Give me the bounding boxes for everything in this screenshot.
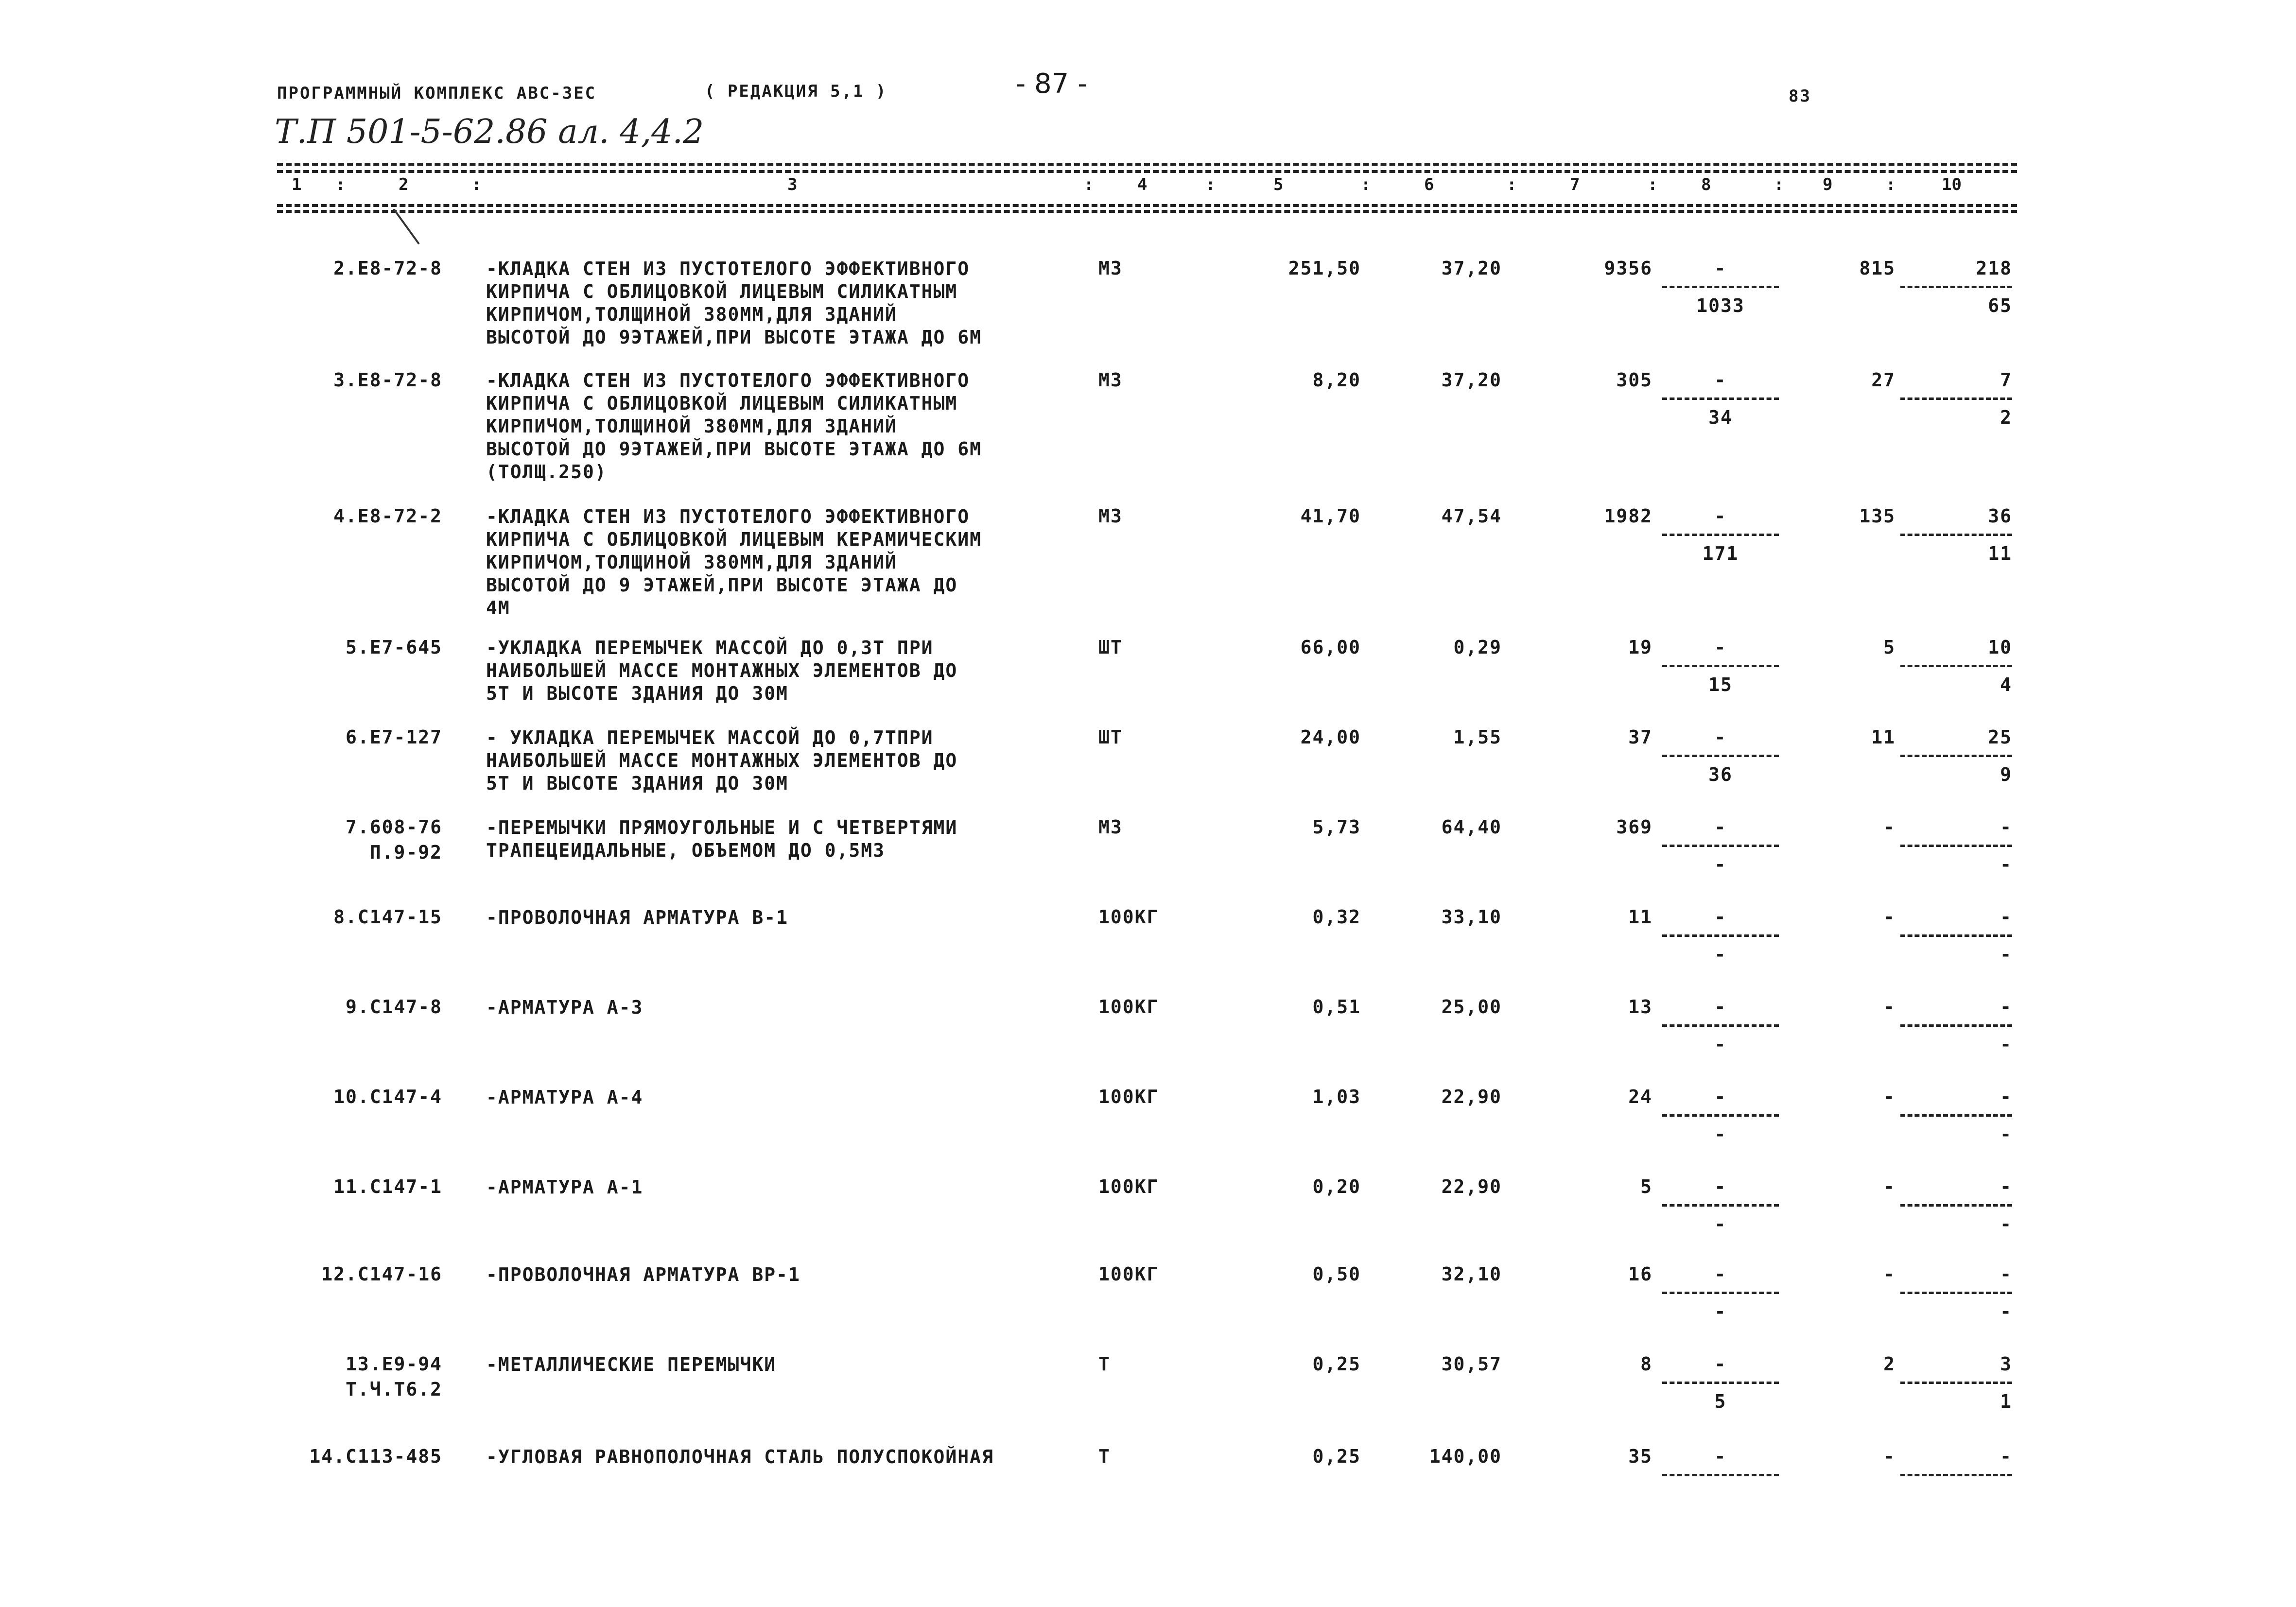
row-col9: - xyxy=(1883,816,1896,838)
row-col10-rule xyxy=(1900,1114,2012,1117)
row-total: 35 xyxy=(1628,1446,1652,1467)
row-col8 xyxy=(1662,1353,1779,1412)
row-unit: 100КГ xyxy=(1098,906,1159,928)
row-col10-bottom: 1 xyxy=(2000,1391,2012,1412)
row-total: 8 xyxy=(1640,1353,1652,1375)
row-unit: Т xyxy=(1098,1353,1111,1375)
row-col8-bottom: 36 xyxy=(1708,764,1733,785)
row-unit-price: 22,90 xyxy=(1441,1176,1502,1197)
row-total: 11 xyxy=(1628,906,1652,928)
col-1: 1 xyxy=(292,175,302,194)
row-col8-rule xyxy=(1662,397,1779,400)
row-code xyxy=(258,258,442,279)
row-col10-bottom: - xyxy=(2000,1301,2012,1322)
row-unit: 100КГ xyxy=(1098,1263,1159,1285)
row-col8 xyxy=(1662,369,1779,428)
row-col10 xyxy=(1900,1176,2012,1235)
col-5: 5 xyxy=(1273,175,1284,194)
description-line: КИРПИЧА С ОБЛИЦОВКОЙ ЛИЦЕВЫМ КЕРАМИЧЕСКИМ xyxy=(486,529,982,550)
description-line: КИРПИЧОМ,ТОЛЩИНОЙ 380ММ,ДЛЯ ЗДАНИЙ xyxy=(486,415,897,437)
row-col8-rule xyxy=(1662,1292,1779,1294)
row-col10 xyxy=(1900,726,2012,785)
row-description xyxy=(486,1263,800,1286)
row-col8-rule xyxy=(1662,534,1779,536)
col-3: 3 xyxy=(787,175,798,194)
row-col10 xyxy=(1900,1353,2012,1412)
pen-stroke xyxy=(389,209,437,248)
row-col10 xyxy=(1900,1086,2012,1145)
row-col9: - xyxy=(1883,1263,1896,1285)
row-code-main: 4.Е8-72-2 xyxy=(333,505,442,527)
description-line: 4М xyxy=(486,597,510,619)
row-col10-bottom: 9 xyxy=(2000,764,2012,785)
row-col10-rule xyxy=(1900,1382,2012,1384)
row-col10-bottom: - xyxy=(2000,1213,2012,1235)
row-unit-price: 37,20 xyxy=(1441,369,1502,391)
description-line: - УКЛАДКА ПЕРЕМЫЧЕК МАССОЙ ДО 0,7ТПРИ xyxy=(486,727,934,748)
row-description xyxy=(486,637,957,705)
row-total: 24 xyxy=(1628,1086,1652,1107)
row-col10-bottom: 2 xyxy=(2000,407,2012,428)
row-col8-bottom: 15 xyxy=(1708,674,1733,695)
row-quantity: 251,50 xyxy=(1288,258,1361,279)
row-quantity: 0,25 xyxy=(1312,1446,1361,1467)
header-rule-bottom xyxy=(277,204,2017,207)
row-col8-top: - xyxy=(1714,505,1727,527)
row-unit: Т xyxy=(1098,1446,1111,1467)
row-code xyxy=(258,1086,442,1107)
description-line: -КЛАДКА СТЕН ИЗ ПУСТОТЕЛОГО ЭФФЕКТИВНОГО xyxy=(486,506,970,527)
row-col8-bottom: - xyxy=(1714,1301,1727,1322)
row-quantity: 0,51 xyxy=(1312,996,1361,1018)
description-line: -КЛАДКА СТЕН ИЗ ПУСТОТЕЛОГО ЭФФЕКТИВНОГО xyxy=(486,370,970,391)
description-line: КИРПИЧОМ,ТОЛЩИНОЙ 380ММ,ДЛЯ ЗДАНИЙ xyxy=(486,304,897,325)
row-col8-bottom: 5 xyxy=(1714,1391,1727,1412)
row-col10-top: 7 xyxy=(2000,369,2012,391)
row-total: 1982 xyxy=(1604,505,1652,527)
col-sep: : xyxy=(1507,175,1517,194)
row-col10 xyxy=(1900,369,2012,428)
row-col10-bottom: 4 xyxy=(2000,674,2012,695)
row-col9: 815 xyxy=(1859,258,1896,279)
row-code xyxy=(258,1176,442,1197)
row-unit-price: 64,40 xyxy=(1441,816,1502,838)
page-number: - 87 - xyxy=(1016,68,1088,100)
row-code-main: 8.С147-15 xyxy=(333,906,442,928)
row-unit-price: 33,10 xyxy=(1441,906,1502,928)
row-col8 xyxy=(1662,816,1779,875)
row-col10-bottom: - xyxy=(2000,944,2012,965)
row-description xyxy=(486,726,957,795)
row-col8 xyxy=(1662,1086,1779,1145)
row-col10 xyxy=(1900,1263,2012,1322)
row-col9: 27 xyxy=(1871,369,1896,391)
header-rule-top xyxy=(277,163,2017,166)
row-col10-rule xyxy=(1900,534,2012,536)
row-unit: М3 xyxy=(1098,505,1123,527)
row-code-main: 14.С113-485 xyxy=(309,1446,442,1467)
description-line: НАИБОЛЬШЕЙ МАССЕ МОНТАЖНЫХ ЭЛЕМЕНТОВ ДО xyxy=(486,660,958,681)
row-quantity: 24,00 xyxy=(1300,726,1361,748)
row-total: 16 xyxy=(1628,1263,1652,1285)
row-total: 5 xyxy=(1640,1176,1652,1197)
row-col8-top: - xyxy=(1714,258,1727,279)
row-col8-rule xyxy=(1662,1382,1779,1384)
row-col10 xyxy=(1900,505,2012,564)
row-quantity: 0,25 xyxy=(1312,1353,1361,1375)
row-description xyxy=(486,996,643,1019)
description-line: ТРАПЕЦЕИДАЛЬНЫЕ, ОБЪЕМОМ ДО 0,5М3 xyxy=(486,840,885,861)
col-6: 6 xyxy=(1424,175,1434,194)
row-total: 13 xyxy=(1628,996,1652,1018)
row-col8-top: - xyxy=(1714,1263,1727,1285)
col-sep: : xyxy=(335,175,346,194)
description-line: -ПЕРЕМЫЧКИ ПРЯМОУГОЛЬНЫЕ И С ЧЕТВЕРТЯМИ xyxy=(486,817,958,838)
row-col10-bottom: 65 xyxy=(1988,295,2012,316)
row-unit-price: 140,00 xyxy=(1429,1446,1502,1467)
col-sep: : xyxy=(1084,175,1094,194)
row-col10-top: 3 xyxy=(2000,1353,2012,1375)
col-9: 9 xyxy=(1823,175,1833,194)
row-code xyxy=(258,1263,442,1285)
row-col9: 5 xyxy=(1883,637,1896,658)
program-title: ПРОГРАММНЫЙ КОМПЛЕКС АВС-3ЕС xyxy=(277,84,597,103)
row-unit: М3 xyxy=(1098,816,1123,838)
row-code xyxy=(258,369,442,391)
row-code-sub: П.9-92 xyxy=(369,842,442,863)
description-line: НАИБОЛЬШЕЙ МАССЕ МОНТАЖНЫХ ЭЛЕМЕНТОВ ДО xyxy=(486,750,958,771)
row-code-main: 10.С147-4 xyxy=(333,1086,442,1107)
col-10: 10 xyxy=(1942,175,1962,194)
row-unit-price: 32,10 xyxy=(1441,1263,1502,1285)
row-code xyxy=(258,1446,442,1467)
row-col8 xyxy=(1662,505,1779,564)
row-quantity: 0,32 xyxy=(1312,906,1361,928)
row-col10-top: - xyxy=(2000,906,2012,928)
row-col8 xyxy=(1662,258,1779,316)
row-total: 19 xyxy=(1628,637,1652,658)
row-code-main: 6.Е7-127 xyxy=(345,726,442,748)
row-unit-price: 0,29 xyxy=(1453,637,1502,658)
row-col8-rule xyxy=(1662,1474,1779,1476)
row-col9: - xyxy=(1883,906,1896,928)
description-line: ВЫСОТОЙ ДО 9 ЭТАЖЕЙ,ПРИ ВЫСОТЕ ЭТАЖА ДО xyxy=(486,574,958,596)
description-line: КИРПИЧА С ОБЛИЦОВКОЙ ЛИЦЕВЫМ СИЛИКАТНЫМ xyxy=(486,393,958,414)
col-sep: : xyxy=(471,175,482,194)
row-col8-top: - xyxy=(1714,816,1727,838)
description-line: -УКЛАДКА ПЕРЕМЫЧЕК МАССОЙ ДО 0,3Т ПРИ xyxy=(486,637,934,658)
row-quantity: 0,20 xyxy=(1312,1176,1361,1197)
description-line: (ТОЛЩ.250) xyxy=(486,461,607,483)
row-col10 xyxy=(1900,996,2012,1055)
row-description xyxy=(486,816,957,862)
row-col9: 2 xyxy=(1883,1353,1896,1375)
row-col10-bottom: 11 xyxy=(1988,543,2012,564)
row-col8 xyxy=(1662,906,1779,965)
row-unit: М3 xyxy=(1098,258,1123,279)
row-col8-bottom: - xyxy=(1714,1034,1727,1055)
handwritten-reference: Т.П 501-5-62.86 ал. 4,4.2 xyxy=(275,113,704,151)
col-sep: : xyxy=(1886,175,1896,194)
row-col8-bottom: 1033 xyxy=(1696,295,1745,316)
col-sep: : xyxy=(1205,175,1216,194)
description-line: -ПРОВОЛОЧНАЯ АРМАТУРА ВР-1 xyxy=(486,1264,800,1285)
row-col10-top: - xyxy=(2000,1263,2012,1285)
row-code xyxy=(258,906,442,928)
row-col10-top: 25 xyxy=(1988,726,2012,748)
row-code xyxy=(258,637,442,658)
row-unit-price: 30,57 xyxy=(1441,1353,1502,1375)
row-code xyxy=(258,1353,442,1400)
row-code-main: 5.Е7-645 xyxy=(345,637,442,658)
row-col8-top: - xyxy=(1714,637,1727,658)
description-line: -КЛАДКА СТЕН ИЗ ПУСТОТЕЛОГО ЭФФЕКТИВНОГО xyxy=(486,258,970,279)
row-col8-rule xyxy=(1662,934,1779,937)
row-col10-rule xyxy=(1900,286,2012,288)
row-col10-top: - xyxy=(2000,816,2012,838)
col-sep: : xyxy=(1648,175,1658,194)
row-unit: 100КГ xyxy=(1098,1176,1159,1197)
row-unit-price: 22,90 xyxy=(1441,1086,1502,1107)
row-col8-top: - xyxy=(1714,996,1727,1018)
row-col10 xyxy=(1900,1446,2012,1483)
row-col8 xyxy=(1662,637,1779,695)
row-col8-top: - xyxy=(1714,1086,1727,1107)
row-col9: 135 xyxy=(1859,505,1896,527)
row-col10 xyxy=(1900,906,2012,965)
col-8: 8 xyxy=(1701,175,1711,194)
row-description xyxy=(486,1353,776,1376)
row-code-main: 11.С147-1 xyxy=(333,1176,442,1197)
row-code-main: 12.С147-16 xyxy=(321,1263,442,1285)
row-col8-bottom: 171 xyxy=(1702,543,1739,564)
row-col10-rule xyxy=(1900,1204,2012,1207)
row-col10 xyxy=(1900,637,2012,695)
row-col9: - xyxy=(1883,1446,1896,1467)
row-code xyxy=(258,726,442,748)
description-line: -АРМАТУРА А-3 xyxy=(486,997,644,1018)
description-line: -МЕТАЛЛИЧЕСКИЕ ПЕРЕМЫЧКИ xyxy=(486,1354,777,1375)
row-description xyxy=(486,258,982,349)
row-col10 xyxy=(1900,816,2012,875)
row-description xyxy=(486,505,982,620)
row-col10-top: 10 xyxy=(1988,637,2012,658)
row-col8-rule xyxy=(1662,665,1779,667)
row-total: 305 xyxy=(1616,369,1652,391)
row-col8-top: - xyxy=(1714,369,1727,391)
row-col8 xyxy=(1662,996,1779,1055)
row-unit-price: 25,00 xyxy=(1441,996,1502,1018)
row-total: 37 xyxy=(1628,726,1652,748)
row-col10 xyxy=(1900,258,2012,316)
row-description xyxy=(486,1176,643,1199)
row-unit-price: 47,54 xyxy=(1441,505,1502,527)
header-rule-mid xyxy=(277,170,2017,173)
row-code-main: 7.608-76 xyxy=(345,816,442,838)
row-col10-bottom: - xyxy=(2000,854,2012,875)
col-2: 2 xyxy=(399,175,409,194)
row-col10-rule xyxy=(1900,397,2012,400)
description-line: ВЫСОТОЙ ДО 9ЭТАЖЕЙ,ПРИ ВЫСОТЕ ЭТАЖА ДО 6М xyxy=(486,327,982,348)
row-col10-bottom: - xyxy=(2000,1034,2012,1055)
row-col8-rule xyxy=(1662,755,1779,757)
row-col8-rule xyxy=(1662,845,1779,847)
row-unit: М3 xyxy=(1098,369,1123,391)
row-col10-rule xyxy=(1900,665,2012,667)
row-unit: ШТ xyxy=(1098,726,1123,748)
row-code-main: 13.Е9-94 xyxy=(345,1353,442,1375)
row-col8 xyxy=(1662,1446,1779,1483)
row-col10-rule xyxy=(1900,1024,2012,1027)
row-unit: ШТ xyxy=(1098,637,1123,658)
row-col9: 11 xyxy=(1871,726,1896,748)
row-unit: 100КГ xyxy=(1098,996,1159,1018)
row-col8-rule xyxy=(1662,1114,1779,1117)
row-col9: - xyxy=(1883,1086,1896,1107)
description-line: КИРПИЧА С ОБЛИЦОВКОЙ ЛИЦЕВЫМ СИЛИКАТНЫМ xyxy=(486,281,958,302)
row-col8-bottom: - xyxy=(1714,1213,1727,1235)
row-col10-top: 36 xyxy=(1988,505,2012,527)
row-quantity: 5,73 xyxy=(1312,816,1361,838)
row-code-main: 2.Е8-72-8 xyxy=(333,258,442,279)
col-sep: : xyxy=(1361,175,1371,194)
row-unit-price: 37,20 xyxy=(1441,258,1502,279)
row-code xyxy=(258,996,442,1018)
row-col8-bottom: - xyxy=(1714,854,1727,875)
description-line: -АРМАТУРА А-4 xyxy=(486,1087,644,1108)
row-col10-top: - xyxy=(2000,1086,2012,1107)
description-line: ВЫСОТОЙ ДО 9ЭТАЖЕЙ,ПРИ ВЫСОТЕ ЭТАЖА ДО 6М xyxy=(486,438,982,460)
row-description xyxy=(486,369,982,484)
row-col8-rule xyxy=(1662,286,1779,288)
row-col10-rule xyxy=(1900,934,2012,937)
row-col10-top: - xyxy=(2000,1446,2012,1467)
row-code-sub: Т.Ч.Т6.2 xyxy=(345,1379,442,1400)
row-col10-top: 218 xyxy=(1976,258,2012,279)
row-col8-top: - xyxy=(1714,1446,1727,1467)
row-col8-top: - xyxy=(1714,1176,1727,1197)
row-col10-rule xyxy=(1900,755,2012,757)
row-col9: - xyxy=(1883,1176,1896,1197)
row-col8 xyxy=(1662,726,1779,785)
row-col10-rule xyxy=(1900,1474,2012,1476)
row-description xyxy=(486,1086,643,1109)
row-total: 369 xyxy=(1616,816,1652,838)
row-col10-rule xyxy=(1900,1292,2012,1294)
row-col8-bottom: - xyxy=(1714,944,1727,965)
row-col8-rule xyxy=(1662,1204,1779,1207)
row-col8 xyxy=(1662,1263,1779,1322)
row-code xyxy=(258,816,442,863)
row-unit: 100КГ xyxy=(1098,1086,1159,1107)
row-col8 xyxy=(1662,1176,1779,1235)
col-4: 4 xyxy=(1137,175,1148,194)
row-col10-top: - xyxy=(2000,1176,2012,1197)
row-quantity: 0,50 xyxy=(1312,1263,1361,1285)
row-col8-bottom: 34 xyxy=(1708,407,1733,428)
edition-label: ( РЕДАКЦИЯ 5,1 ) xyxy=(705,82,887,101)
row-description xyxy=(486,1446,994,1469)
row-quantity: 8,20 xyxy=(1312,369,1361,391)
row-col9: - xyxy=(1883,996,1896,1018)
row-col10-top: - xyxy=(2000,996,2012,1018)
row-unit-price: 1,55 xyxy=(1453,726,1502,748)
sheet-number: 83 xyxy=(1789,86,1811,106)
row-quantity: 41,70 xyxy=(1300,505,1361,527)
row-col8-top: - xyxy=(1714,726,1727,748)
description-line: 5Т И ВЫСОТЕ ЗДАНИЯ ДО 30М xyxy=(486,773,788,794)
row-total: 9356 xyxy=(1604,258,1652,279)
col-sep: : xyxy=(1774,175,1784,194)
row-quantity: 1,03 xyxy=(1312,1086,1361,1107)
description-line: -АРМАТУРА А-1 xyxy=(486,1176,644,1198)
description-line: -ПРОВОЛОЧНАЯ АРМАТУРА В-1 xyxy=(486,907,788,928)
row-code-main: 9.С147-8 xyxy=(345,996,442,1018)
row-col8-top: - xyxy=(1714,1353,1727,1375)
row-col8-rule xyxy=(1662,1024,1779,1027)
row-col10-rule xyxy=(1900,845,2012,847)
row-quantity: 66,00 xyxy=(1300,637,1361,658)
description-line: 5Т И ВЫСОТЕ ЗДАНИЯ ДО 30М xyxy=(486,683,788,704)
row-code-main: 3.Е8-72-8 xyxy=(333,369,442,391)
description-line: -УГЛОВАЯ РАВНОПОЛОЧНАЯ СТАЛЬ ПОЛУСПОКОЙНАЯ xyxy=(486,1446,994,1468)
row-description xyxy=(486,906,788,929)
col-7: 7 xyxy=(1570,175,1580,194)
row-col8-bottom: - xyxy=(1714,1123,1727,1145)
header-rule-bottom-2 xyxy=(277,210,2017,213)
row-code xyxy=(258,505,442,527)
row-col10-bottom: - xyxy=(2000,1123,2012,1145)
description-line: КИРПИЧОМ,ТОЛЩИНОЙ 380ММ,ДЛЯ ЗДАНИЙ xyxy=(486,552,897,573)
row-col8-top: - xyxy=(1714,906,1727,928)
